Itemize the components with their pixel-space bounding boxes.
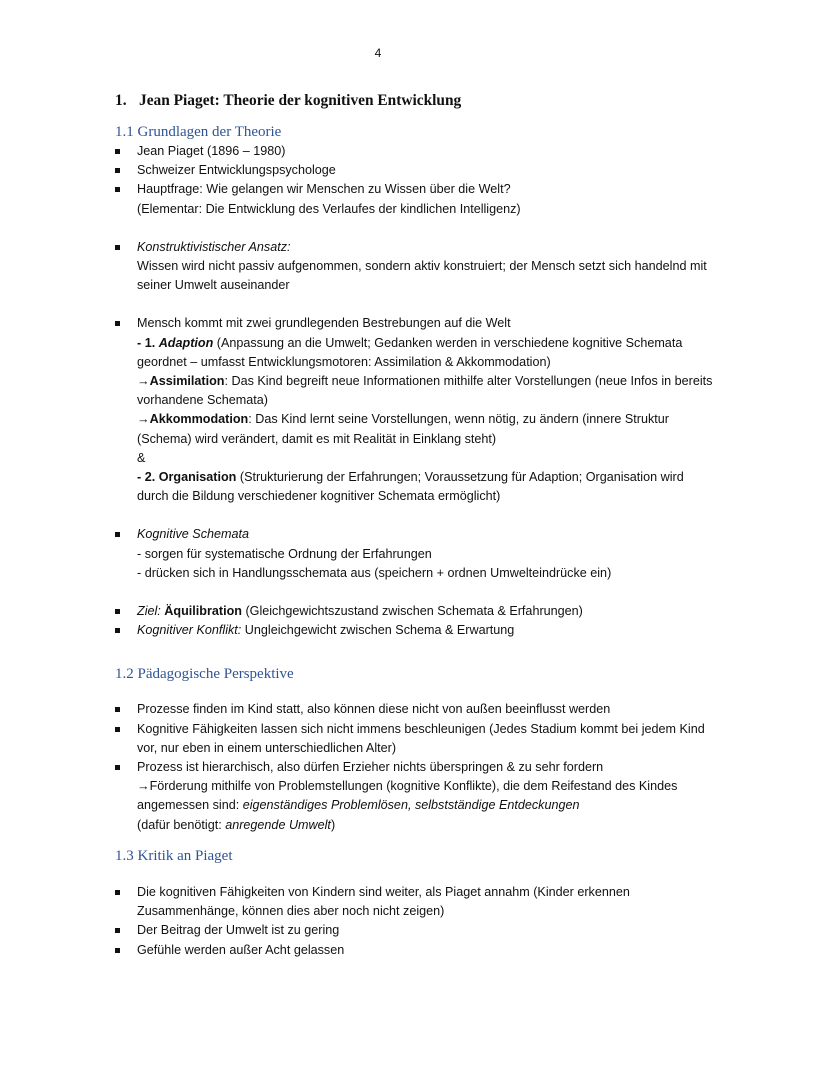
bullet-icon [115, 890, 120, 895]
chapter-number: 1. [115, 92, 127, 109]
document-body [115, 90, 715, 960]
bullet-icon [115, 609, 120, 614]
chapter-heading [115, 90, 715, 112]
chapter-title: Jean Piaget: Theorie der kognitiven Entwicklung [139, 92, 462, 109]
list-item: Kognitiver Konflikt: Ungleichgewicht zwischen Schema & Erwartung [115, 621, 715, 640]
bullet-icon [115, 321, 120, 326]
list-item: Mensch kommt mit zwei grundlegenden Bestrebungen auf die Welt - 1. Adaption (Anpassung an die Umwelt; Gedanken werden in verschiedene kognitive Schemata geordnet – umfasst Entwicklungsmotoren: Assimilation & Akkommodation) →Assimilation: Das Kind begreift neue Informationen mithilfe alter Vorstellungen (neue Infos in bereits vorhandene Schemata) →Akkommodation: Das Kind lernt seine Vorstellungen, wenn nötig, zu ändern (innere Struktur (Schema) wird verändert, damit es mit Realität in Einklang steht) & - 2. Organisation (Strukturierung der Erfahrungen; Voraussetzung für Adaption; Organisation wird durch die Bildung verschiedener kognitiver Schemata ermöglicht) [115, 314, 715, 506]
list-item: Prozesse finden im Kind statt, also können diese nicht von außen beeinflusst werden [115, 700, 715, 719]
bullet-list [115, 525, 715, 583]
bullet-icon [115, 245, 120, 250]
list-item: Kognitive Schemata - sorgen für systematische Ordnung der Erfahrungen - drücken sich in Handlungsschemata aus (speichern + ordnen Umwelteindrücke ein) [115, 525, 715, 583]
section-heading-kritik: 1.3 Kritik an Piaget [115, 847, 233, 864]
bullet-icon [115, 168, 120, 173]
bullet-list [115, 314, 715, 506]
bullet-list [115, 883, 715, 960]
section-heading-grundlagen: 1.1 Grundlagen der Theorie [115, 124, 282, 140]
list-item: Gefühle werden außer Acht gelassen [115, 941, 715, 960]
arrow-icon: → [137, 412, 150, 427]
bullet-icon [115, 187, 120, 192]
bullet-list [115, 238, 715, 296]
bullet-icon [115, 727, 120, 732]
list-item: Der Beitrag der Umwelt ist zu gering [115, 921, 715, 940]
bullet-icon [115, 532, 120, 537]
bullet-icon [115, 628, 120, 633]
arrow-icon: → [137, 374, 150, 389]
list-item: Die kognitiven Fähigkeiten von Kindern sind weiter, als Piaget annahm (Kinder erkennen Zusammenhänge, können dies aber noch nicht zeigen) [115, 883, 715, 921]
bullet-list [115, 602, 715, 640]
list-item: Prozess ist hierarchisch, also dürfen Erzieher nichts überspringen & zu sehr fordern →Förderung mithilfe von Problemstellungen (kognitive Konflikte), die dem Reifestand des Kindes angemessen sind: eigenständiges Problemlösen, selbstständige Entdeckungen (dafür benötigt: anregende Umwelt) [115, 758, 715, 835]
bullet-icon [115, 765, 120, 770]
section-heading-paedagogik: 1.2 Pädagogische Perspektive [115, 666, 294, 683]
bullet-icon [115, 928, 120, 933]
bullet-list [115, 700, 715, 834]
bullet-list [115, 142, 715, 219]
list-item: Hauptfrage: Wie gelangen wir Menschen zu Wissen über die Welt? (Elementar: Die Entwicklung des Verlaufes der kindlichen Intelligenz) [115, 180, 715, 218]
list-item: Jean Piaget (1896 – 1980) [115, 142, 715, 161]
bullet-icon [115, 948, 120, 953]
list-item: Konstruktivistischer Ansatz: Wissen wird nicht passiv aufgenommen, sondern aktiv konstruiert; der Mensch setzt sich handelnd mit seiner Umwelt auseinander [115, 238, 715, 296]
list-item: Ziel: Äquilibration (Gleichgewichtszustand zwischen Schemata & Erfahrungen) [115, 602, 715, 621]
page-number: 4 [374, 46, 382, 60]
bullet-icon [115, 149, 120, 154]
bullet-icon [115, 707, 120, 712]
list-item: Schweizer Entwicklungspsychologe [115, 161, 715, 180]
list-item: Kognitive Fähigkeiten lassen sich nicht immens beschleunigen (Jedes Stadium kommt bei jedem Kind vor, nur eben in einem unterschiedlichen Alter) [115, 720, 715, 758]
